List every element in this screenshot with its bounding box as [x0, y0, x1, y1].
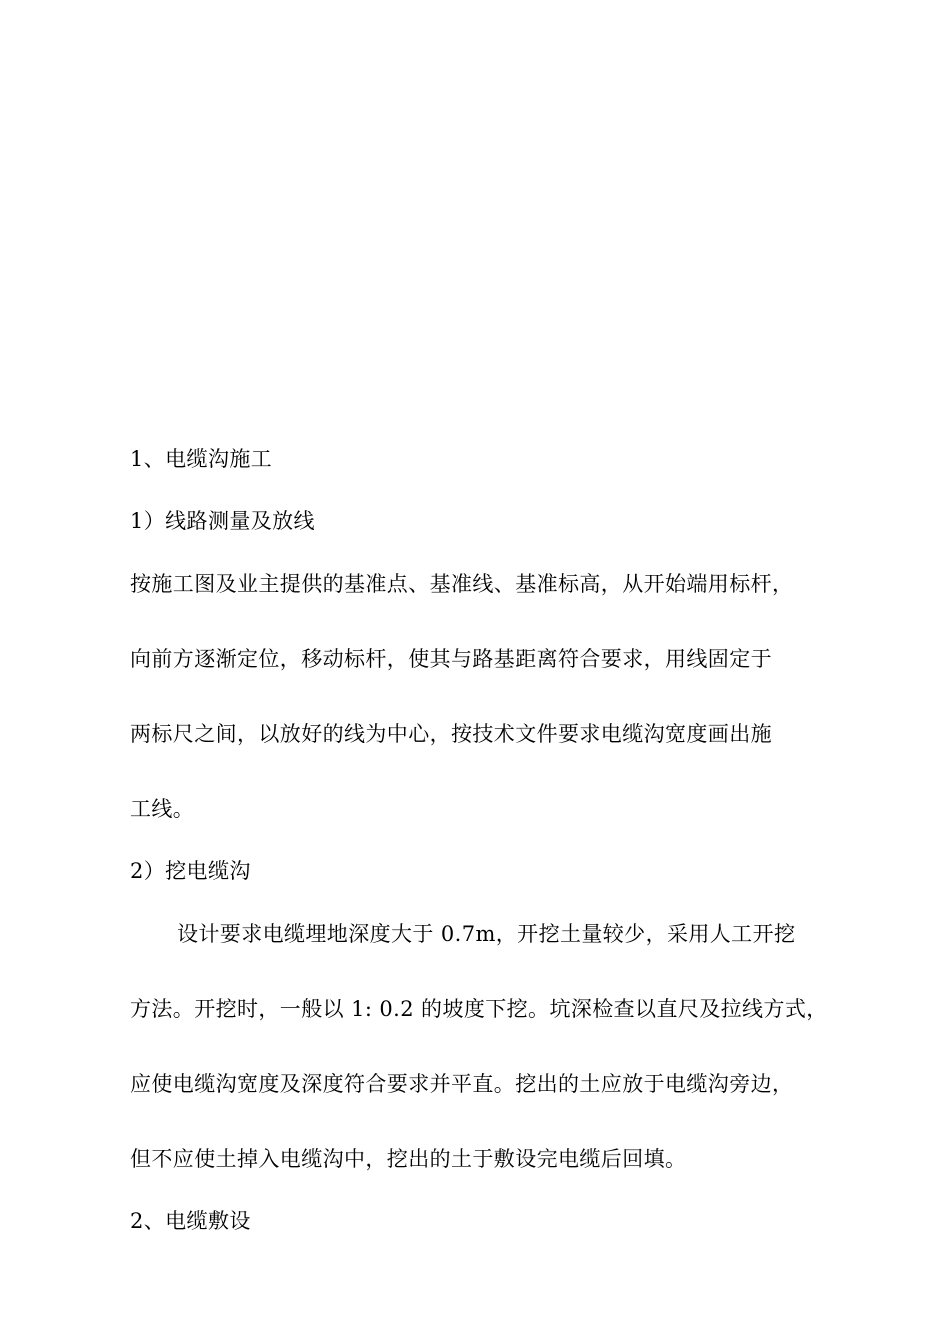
subsection-heading-excavate: 2）挖电缆沟 — [130, 859, 251, 883]
paragraph-line: 应使电缆沟宽度及深度符合要求并平直。挖出的土应放于电缆沟旁边， — [130, 1072, 794, 1096]
subsection-heading-survey: 1）线路测量及放线 — [130, 509, 315, 533]
paragraph-line: 向前方逐渐定位，移动标杆，使其与路基距离符合要求，用线固定于 — [130, 647, 772, 671]
paragraph-line: 按施工图及业主提供的基准点、基准线、基准标高，从开始端用标杆， — [130, 572, 794, 596]
paragraph-line: 两标尺之间，以放好的线为中心，按技术文件要求电缆沟宽度画出施 — [130, 722, 772, 746]
paragraph-line: 方法。开挖时，一般以 1: 0.2 的坡度下挖。坑深检查以直尺及拉线方式， — [130, 997, 828, 1021]
section-heading-cable-trench: 1、电缆沟施工 — [130, 447, 273, 471]
paragraph-line: 设计要求电缆埋地深度大于 0.7m，开挖土量较少，采用人工开挖 — [177, 922, 796, 946]
section-heading-cable-laying: 2、电缆敷设 — [130, 1209, 251, 1233]
paragraph-line: 工线。 — [130, 797, 195, 821]
paragraph-line: 但不应使土掉入电缆沟中，挖出的土于敷设完电缆后回填。 — [130, 1147, 687, 1171]
